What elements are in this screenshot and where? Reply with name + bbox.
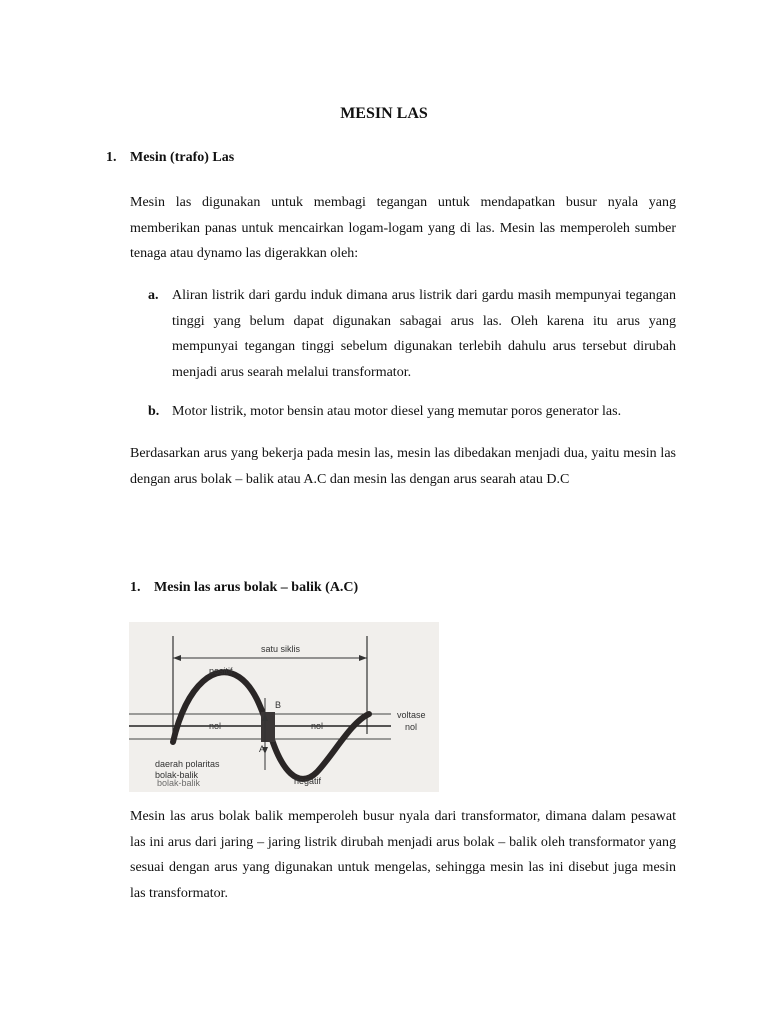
section-heading-1 <box>106 150 234 166</box>
section-title: Mesin las arus bolak – balik (A.C) <box>154 580 359 595</box>
ac-waveform-figure <box>129 622 439 792</box>
list-item-text: Aliran listrik dari gardu induk dimana arus listrik dari gardu masih mempunyai tegangan tinggi yang belum dapat digunakan sabagai arus las. Oleh karena itu arus yang mempunyai tegangan tinggi sebelum digunakan terlebih dahulu arus tersebut dirubah menjadi arus searah melalui transformator. <box>172 288 676 380</box>
summary-paragraph: Berdasarkan arus yang bekerja pada mesin las, mesin las dibedakan menjadi dua, yaitu mesin las dengan arus bolak – balik atau A.C dan mesin las dengan arus searah atau D.C <box>130 446 676 487</box>
section-title: Mesin (trafo) Las <box>130 150 235 165</box>
label-positive: positif <box>209 666 233 676</box>
section-heading-2 <box>130 580 358 596</box>
label-voltage: voltase <box>397 710 426 720</box>
label-negative: negatif <box>294 776 322 786</box>
list-item-label: b. <box>148 404 160 419</box>
label-region-1: daerah polaritas <box>155 759 220 769</box>
document-title: MESIN LAS <box>340 105 428 122</box>
label-zero-2: nol <box>311 721 324 731</box>
label-region-2: bolak-balik <box>155 770 199 780</box>
label-a: A <box>259 744 266 754</box>
list-item-label: a. <box>148 288 159 303</box>
label-cycle: satu siklis <box>261 644 301 654</box>
ac-paragraph: Mesin las arus bolak balik memperoleh busur nyala dari transformator, dimana dalam pesawat las ini arus dari jaring – jaring listrik dirubah menjadi arus bolak – balik oleh transformator yang sesuai dengan arus yang digunakan untuk mengelas, sehingga mesin las ini disebut juga mesin las transformator. <box>130 809 676 901</box>
section-number: 1. <box>130 580 141 595</box>
list-item-b <box>148 399 676 425</box>
label-zero-1: nol <box>209 721 222 731</box>
label-region-3: bolak-balik <box>157 778 201 788</box>
section-number: 1. <box>106 150 117 165</box>
label-voltage-zero: nol <box>405 722 418 732</box>
label-b: B <box>275 700 282 710</box>
ac-waveform-diagram <box>129 622 439 792</box>
list-item-a <box>148 283 676 385</box>
list-item-text: Motor listrik, motor bensin atau motor diesel yang memutar poros generator las. <box>172 404 622 419</box>
intro-paragraph: Mesin las digunakan untuk membagi tegangan untuk mendapatkan busur nyala yang memberikan panas untuk mencairkan logam-logam yang di las. Mesin las memperoleh sumber tenaga atau dynamo las digerakkan oleh: <box>130 195 676 261</box>
polarity-region-block <box>261 712 275 742</box>
